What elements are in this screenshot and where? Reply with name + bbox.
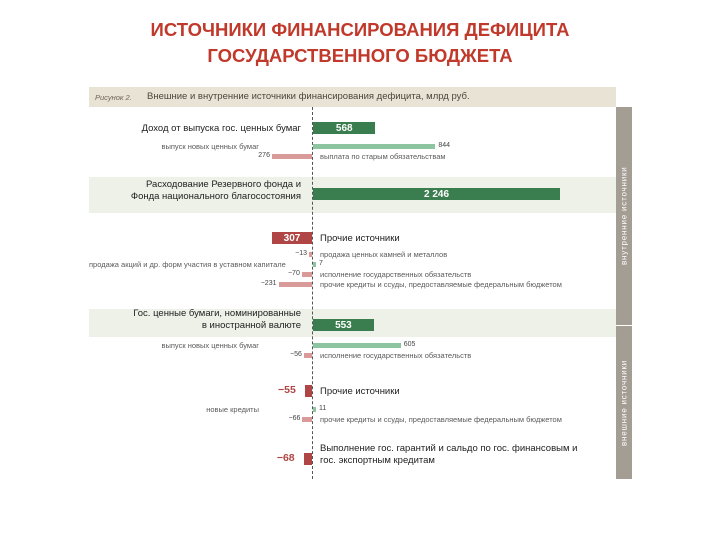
group-label-line-2: в иностранной валюте [201,320,301,331]
sub-item-label: прочие кредиты и ссуды, предоставляемые федеральным бюджетом [320,415,562,424]
group-label-line-2: гос. экспортным кредитам [320,455,435,466]
sub-bar [304,353,312,358]
sub-bar [272,154,312,159]
main-bar [313,319,374,331]
sub-item-label: выплата по старым обязательствам [320,152,446,161]
group-label-line-1: Расходование Резервного фонда и [146,179,301,190]
main-bar-value: 2 246 [424,188,450,200]
sub-bar [302,417,312,422]
main-bar-value: 568 [335,122,353,134]
main-bar [313,122,375,134]
sub-item-label: выпуск новых ценных бумаг [161,142,259,151]
slide-title-line-1: ИСТОЧНИКИ ФИНАНСИРОВАНИЯ ДЕФИЦИТА [150,19,570,40]
main-bar [272,232,312,244]
group-right-label: Прочие источники [320,386,400,397]
sub-bar [302,272,312,277]
sub-bar-value: −13 [295,250,307,257]
main-bar-value: 307 [283,232,301,244]
main-bar [304,453,312,465]
sub-item-label: новые кредиты [206,405,259,414]
sub-item-label: продажа акций и др. форм участия в уставном капитале [89,260,286,269]
sub-bar-value: 11 [319,405,327,412]
group-label-line-1: Гос. ценные бумаги, номинированные [133,308,301,319]
main-bar [313,188,560,200]
main-bar-value: −68 [276,452,295,464]
group-label-line-2: Фонда национального благосостояния [130,191,301,202]
sub-bar-value: −56 [290,351,302,358]
main-bar [305,385,312,397]
group-label: Доход от выпуска гос. ценных бумаг [141,123,301,134]
caption-prefix: Рисунок 2. [95,93,132,102]
sub-bar-value: −66 [288,415,301,422]
zero-axis [312,107,313,479]
slide-title-line-2: ГОСУДАРСТВЕННОГО БЮДЖЕТА [207,45,513,66]
sub-bar-value: 7 [319,260,323,267]
sub-bar [313,144,435,149]
external-sources-label: внешние источники [619,359,629,446]
sub-bar [313,343,401,348]
figure-caption [89,87,616,107]
sub-bar-value: 605 [403,341,416,348]
deficit-financing-chart [89,87,632,479]
section-sidebar [616,107,632,479]
sub-bar-value: 276 [258,152,270,159]
caption-text: Внешние и внутренние источники финансирования дефицита, млрд руб. [147,91,470,102]
sub-bar [313,407,316,412]
sub-bar [279,282,312,287]
sub-item-label: прочие кредиты и ссуды, предоставляемые федеральным бюджетом [320,280,562,289]
sub-bar-value: −231 [260,280,277,287]
sub-bar-value: 844 [438,142,451,149]
main-bar-value: −55 [278,384,296,396]
sub-item-label: исполнение государственных обязательств [320,270,472,279]
internal-sources-label: внутренние источники [619,166,629,266]
sub-item-label: исполнение государственных обязательств [320,351,472,360]
group-right-label: Прочие источники [320,233,400,244]
sub-item-label: выпуск новых ценных бумаг [161,341,259,350]
sub-bar-value: −70 [287,270,300,277]
main-bar-value: 553 [335,319,352,331]
sub-item-label: продажа ценных камней и металлов [320,250,448,259]
sub-bar [313,262,316,267]
group-label-line-1: Выполнение гос. гарантий и сальдо по гос. финансовым и [320,443,578,454]
